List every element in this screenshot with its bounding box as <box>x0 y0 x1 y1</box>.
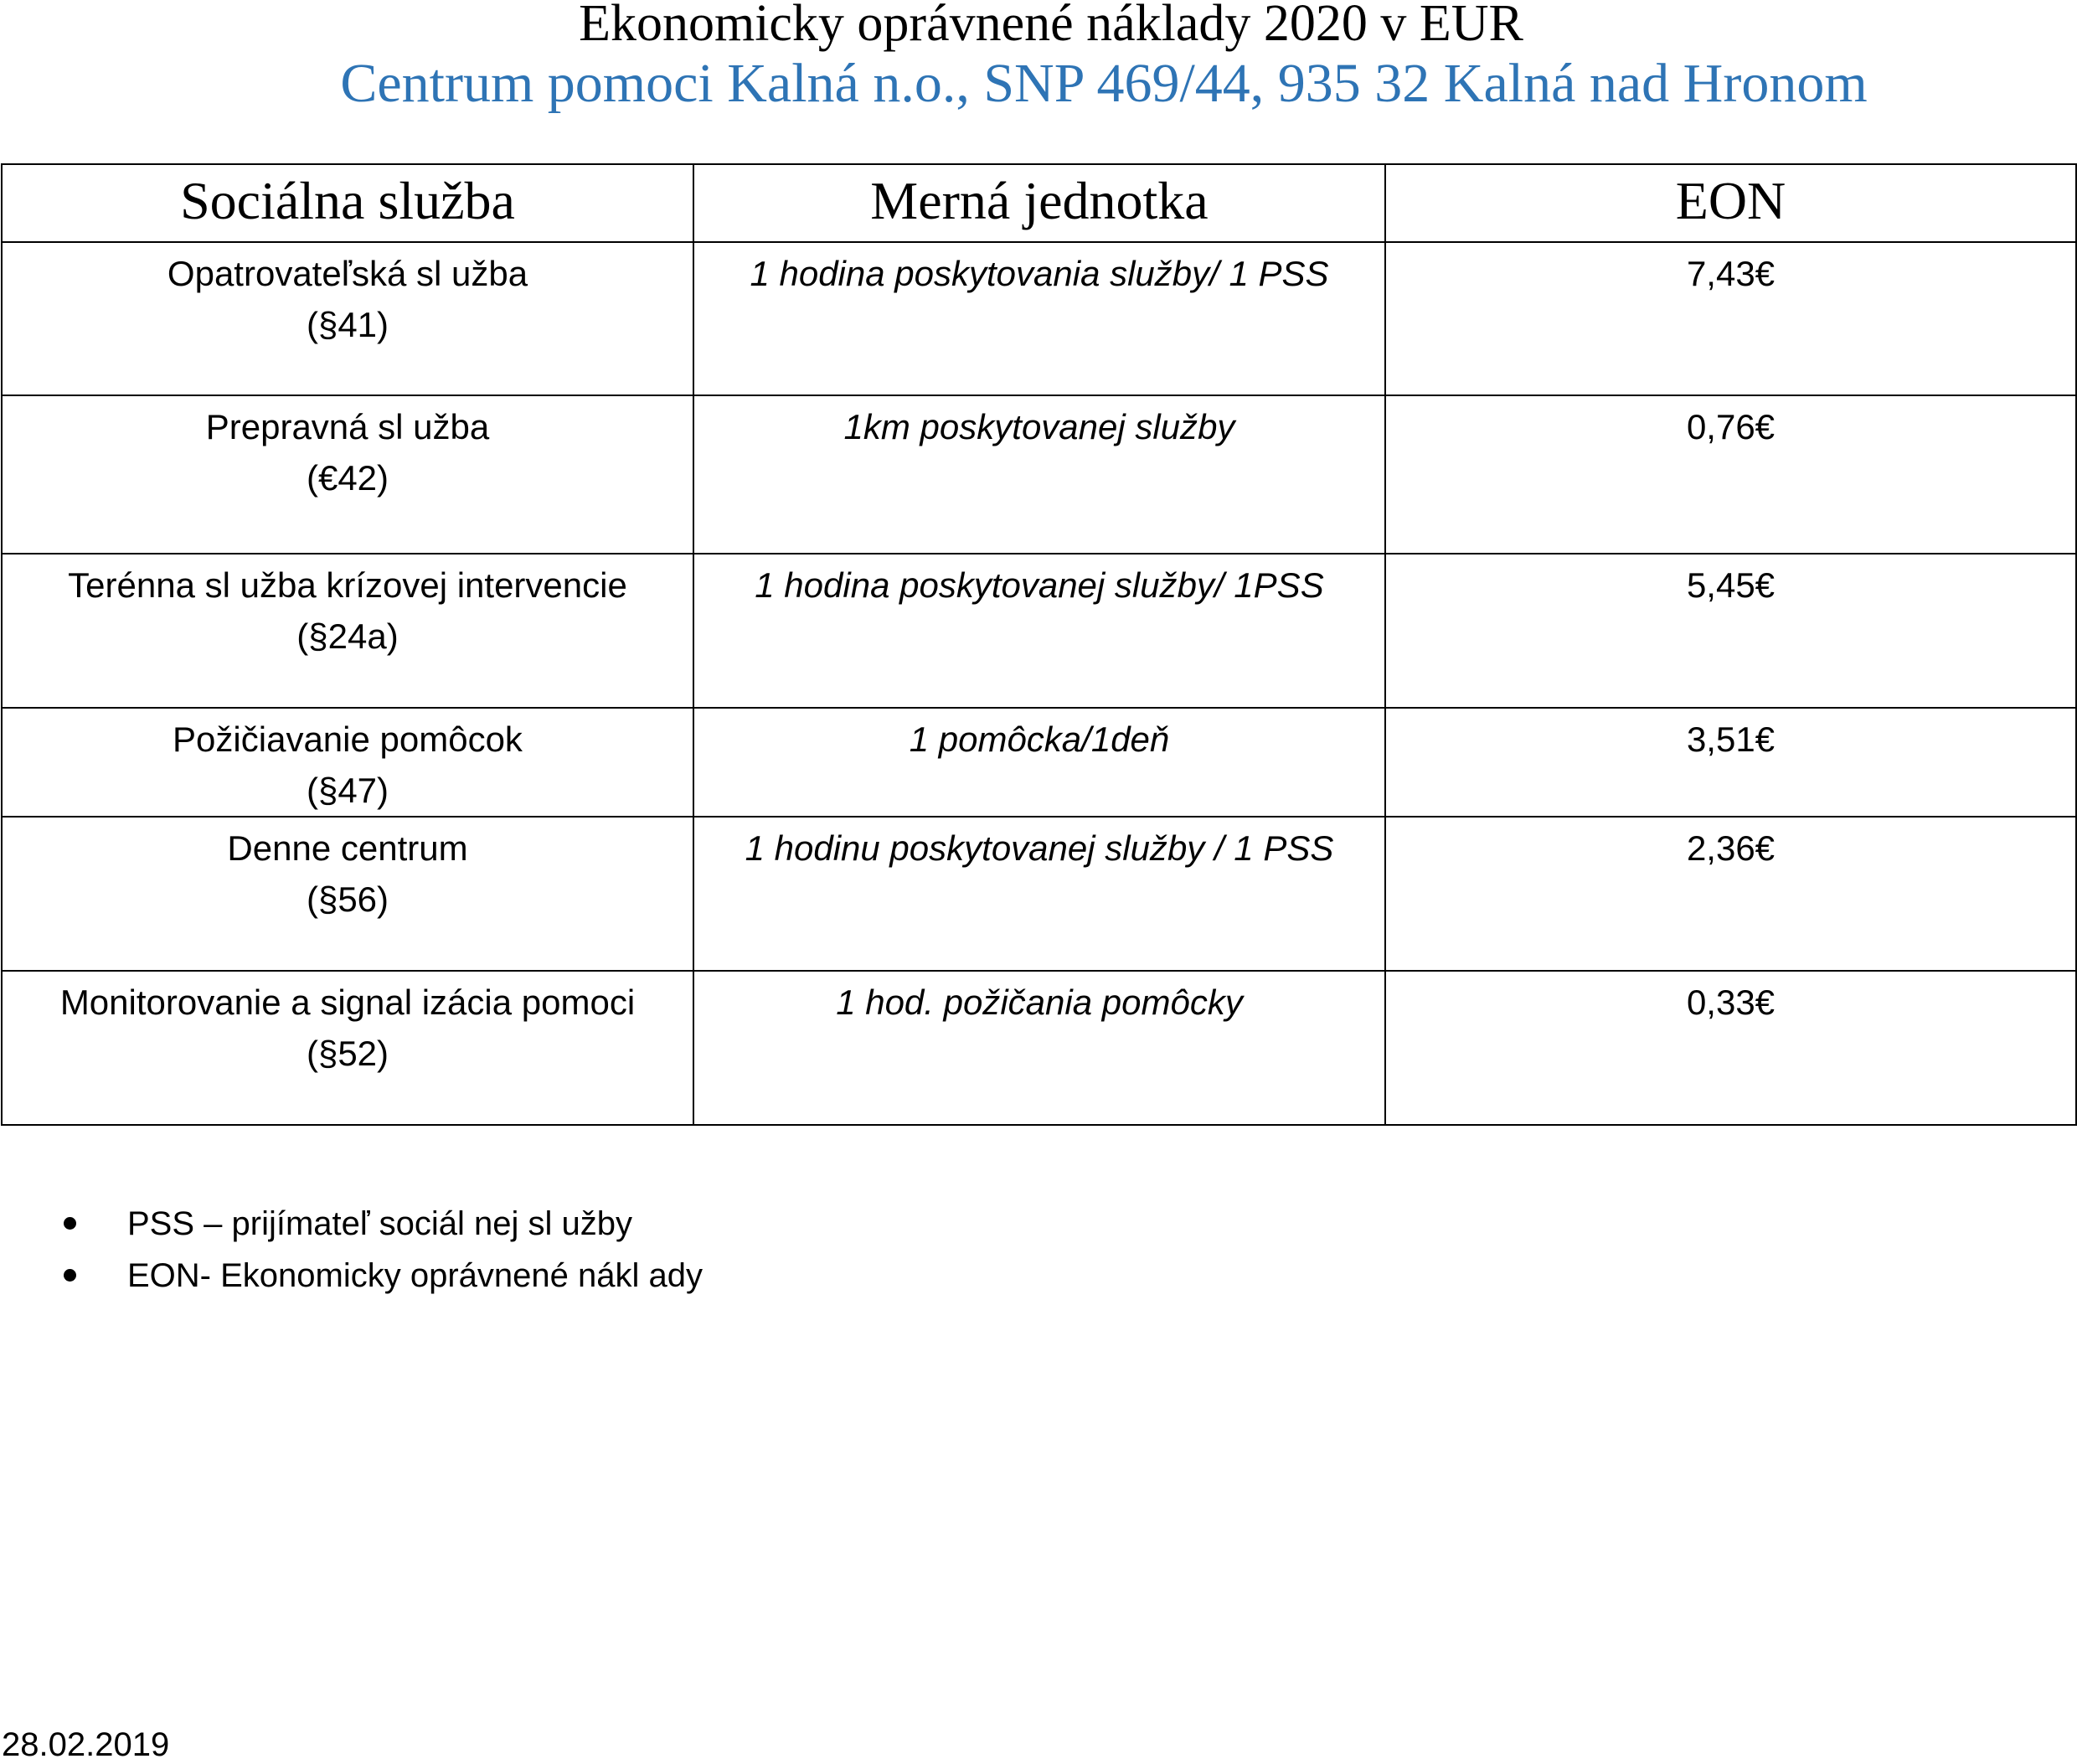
unit-cell: 1 hod. požičania pomôcky <box>693 971 1385 1125</box>
column-header-unit: Merná jednotka <box>693 164 1385 242</box>
table-row <box>2 708 2076 817</box>
eon-cell: 2,36€ <box>1385 817 2076 971</box>
service-cell <box>2 554 693 708</box>
service-cell <box>2 708 693 817</box>
footer-date: 28.02.2019 <box>2 1726 170 1763</box>
service-section: (€42) <box>306 458 389 498</box>
eon-cell: 7,43€ <box>1385 242 2076 395</box>
unit-cell: 1km poskytovanej služby <box>693 395 1385 554</box>
bullet-icon <box>64 1269 76 1282</box>
service-section: (§24a) <box>296 616 399 656</box>
eon-cell: 3,51€ <box>1385 708 2076 817</box>
table-header-row <box>2 164 2076 242</box>
table-row <box>2 242 2076 395</box>
service-section: (§52) <box>306 1034 389 1073</box>
column-header-eon: EON <box>1385 164 2076 242</box>
service-cell <box>2 395 693 554</box>
document-title: Ekonomicky oprávnené náklady 2020 v EUR <box>579 0 1523 52</box>
table-row <box>2 554 2076 708</box>
unit-cell: 1 hodina poskytovania služby/ 1 PSS <box>693 242 1385 395</box>
organization-address: Centrum pomoci Kalná n.o., SNP 469/44, 935 32 Kalná nad Hronom <box>340 53 1868 114</box>
unit-cell: 1 hodinu poskytovanej služby / 1 PSS <box>693 817 1385 971</box>
eon-cell: 5,45€ <box>1385 554 2076 708</box>
table-row <box>2 817 2076 971</box>
service-name: Terénna sl užba krízovej intervencie <box>68 565 627 605</box>
table-row <box>2 395 2076 554</box>
service-name: Opatrovateľská sl užba <box>167 254 528 293</box>
eon-cell: 0,33€ <box>1385 971 2076 1125</box>
service-name: Prepravná sl užba <box>205 407 490 446</box>
service-name: Monitorovanie a signal izácia pomoci <box>59 983 636 1022</box>
note-text: EON- Ekonomicky oprávnené nákl ady <box>127 1257 703 1294</box>
service-cell <box>2 242 693 395</box>
notes-list <box>0 1198 703 1302</box>
service-section: (§41) <box>306 305 389 344</box>
costs-table <box>1 163 2077 1126</box>
service-cell <box>2 817 693 971</box>
note-text: PSS – prijímateľ sociál nej sl užby <box>127 1205 633 1242</box>
eon-cell: 0,76€ <box>1385 395 2076 554</box>
service-section: (§56) <box>306 879 389 919</box>
bullet-icon <box>64 1217 76 1230</box>
unit-cell: 1 hodina poskytovanej služby/ 1PSS <box>693 554 1385 708</box>
service-name: Denne centrum <box>227 828 468 868</box>
column-header-service: Sociálna služba <box>2 164 693 242</box>
table-row <box>2 971 2076 1125</box>
list-item <box>0 1198 703 1250</box>
service-name: Požičiavanie pomôcok <box>173 720 523 759</box>
list-item <box>0 1250 703 1302</box>
unit-cell: 1 pomôcka/1deň <box>693 708 1385 817</box>
service-cell <box>2 971 693 1125</box>
service-section: (§47) <box>306 771 389 810</box>
